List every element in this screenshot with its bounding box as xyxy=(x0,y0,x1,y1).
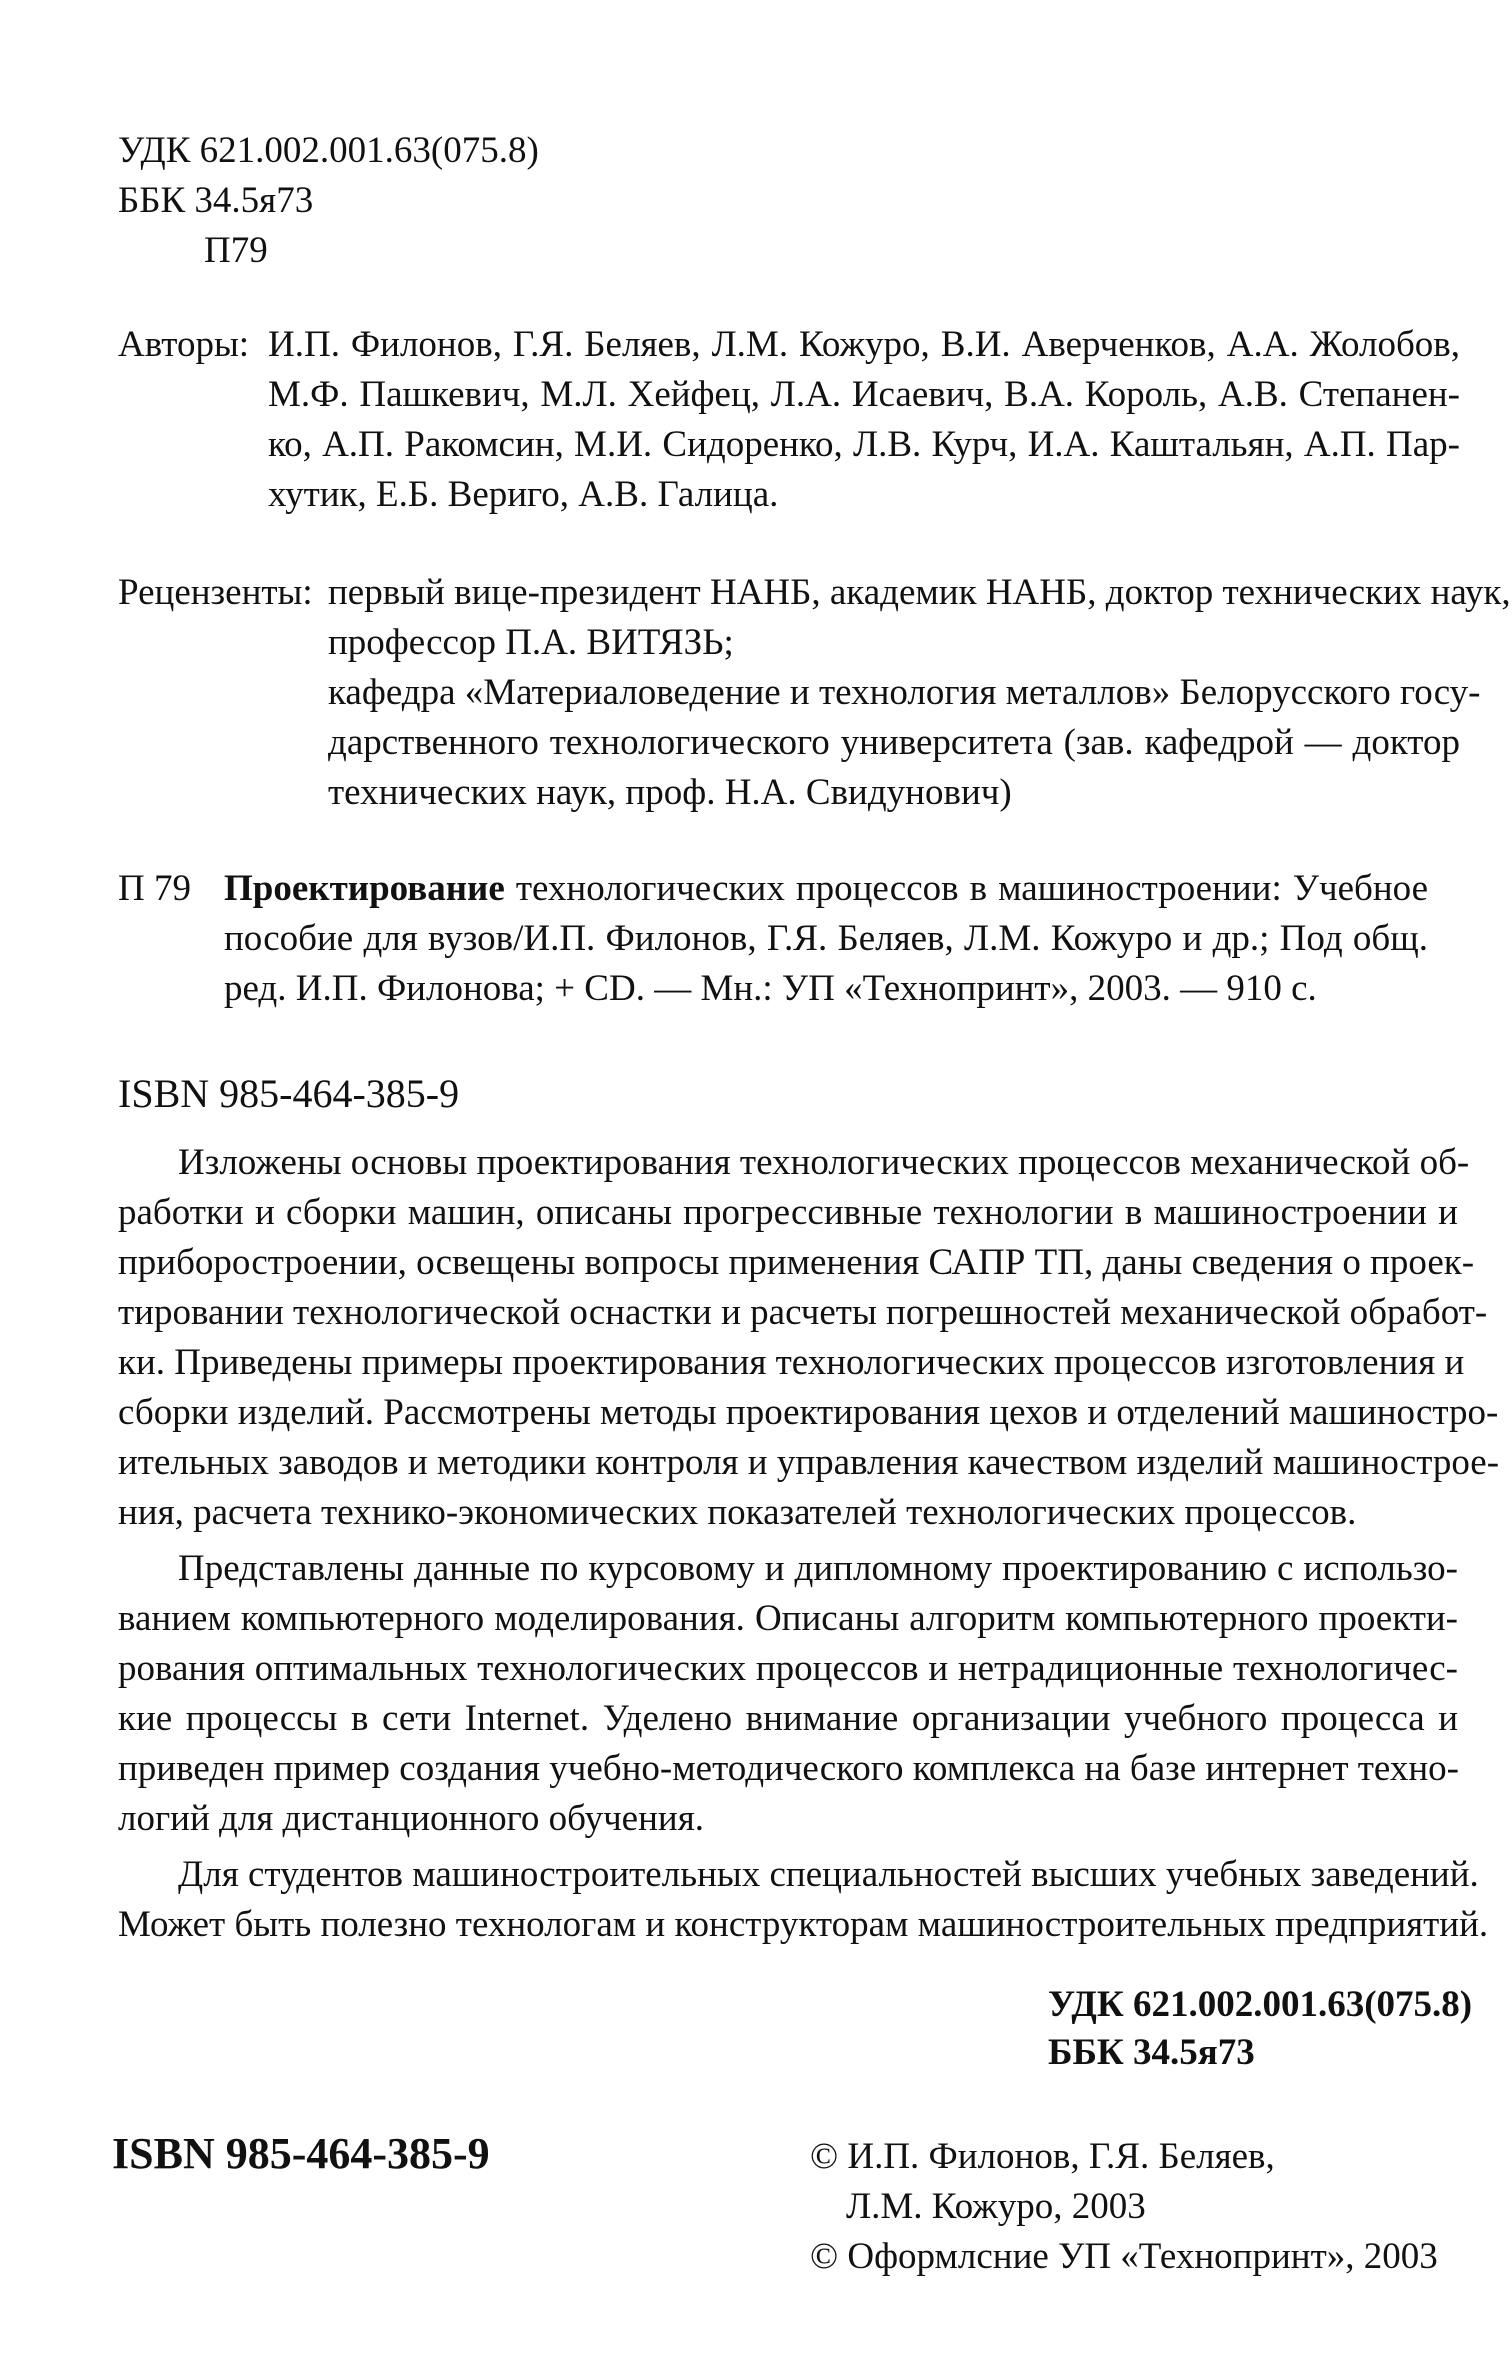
copyright-authors: © И.П. Филонов, Г.Я. Беляев, xyxy=(810,2136,1275,2177)
bibliographic-text: технологических процессов в машиностроении: Учебное xyxy=(515,868,1429,909)
reviewers-label: Рецензенты: xyxy=(118,572,313,613)
authors-label: Авторы: xyxy=(118,324,250,365)
copyright-design: © Оформлсние УП «Технопринт», 2003 xyxy=(810,2236,1438,2277)
annotation-line: кие процессы в сети Internet. Уделено внимание организации учебного процесса и xyxy=(118,1698,1458,1739)
reviewers-line: первый вице-президент НАНБ, академик НАНБ, доктор технических наук, xyxy=(328,572,1511,613)
book-title: Проектирование xyxy=(224,868,505,909)
annotation-line: ки. Приведены примеры проектирования технологических процессов изготовления и xyxy=(118,1342,1465,1383)
annotation-line: Может быть полезно технологам и конструкторам машиностроительных предприятий. xyxy=(118,1904,1489,1945)
authors-line: М.Ф. Пашкевич, М.Л. Хейфец, Л.А. Исаевич, В.А. Король, А.В. Степанен- xyxy=(268,374,1460,415)
annotation-line: приборостроении, освещены вопросы применения САПР ТП, даны сведения о проек- xyxy=(118,1242,1475,1283)
authors-line: хутик, Е.Б. Вериго, А.В. Галица. xyxy=(268,474,779,515)
isbn: ISBN 985-464-385-9 xyxy=(118,1071,460,1116)
author-mark: П79 xyxy=(204,230,268,271)
authors-line: ко, А.П. Ракомсин, М.И. Сидоренко, Л.В. Курч, И.А. Каштальян, А.П. Пар- xyxy=(268,424,1460,465)
bibliographic-line: ред. И.П. Филонова; + CD. — Мн.: УП «Технопринт», 2003. — 910 с. xyxy=(224,968,1317,1009)
copyright-authors-cont: Л.М. Кожуро, 2003 xyxy=(846,2186,1146,2227)
annotation-line: ительных заводов и методики контроля и управления качеством изделий машинострое- xyxy=(118,1442,1500,1483)
annotation-line: ния, расчета технико-экономических показателей технологических процессов. xyxy=(118,1492,1357,1533)
reviewers-line: технических наук, проф. Н.А. Свидунович) xyxy=(328,772,1012,813)
annotation-line: приведен пример создания учебно-методического комплекса на базе интернет техно- xyxy=(118,1748,1459,1789)
bbk-code-bottom: ББК 34.5я73 xyxy=(1048,2032,1255,2073)
annotation-line: рования оптимальных технологических процессов и нетрадиционные технологичес- xyxy=(118,1648,1458,1689)
annotation-line: тировании технологической оснастки и расчеты погрешностей механической обработ- xyxy=(118,1292,1488,1333)
annotation-line: логий для дистанционного обучения. xyxy=(118,1798,704,1839)
udk-code-bottom: УДК 621.002.001.63(075.8) xyxy=(1048,1984,1473,2025)
udk-code: УДК 621.002.001.63(075.8) xyxy=(118,130,539,171)
annotation-line: сборки изделий. Рассмотрены методы проектирования цехов и отделений машиностро- xyxy=(118,1392,1499,1433)
reviewers-line: профессор П.А. ВИТЯЗЬ; xyxy=(328,622,734,663)
isbn-bottom: ISBN 985-464-385-9 xyxy=(112,2129,490,2178)
reviewers-line: дарственного технологического университета (зав. кафедрой — доктор xyxy=(328,722,1460,763)
reviewers-line: кафедра «Материаловедение и технология металлов» Белорусского госу- xyxy=(328,672,1481,713)
bibliographic-line: пособие для вузов/И.П. Филонов, Г.Я. Беляев, Л.М. Кожуро и др.; Под общ. xyxy=(224,918,1428,959)
annotation-line: Представлены данные по курсовому и дипломному проектированию с использо- xyxy=(178,1548,1458,1589)
annotation-line: Изложены основы проектирования технологических процессов механической об- xyxy=(178,1142,1470,1183)
bibliographic-code: П 79 xyxy=(118,868,191,909)
annotation-line: ванием компьютерного моделирования. Описаны алгоритм компьютерного проекти- xyxy=(118,1598,1458,1639)
bibliographic-line xyxy=(224,866,1428,912)
annotation-line: Для студентов машиностроительных специальностей высших учебных заведений. xyxy=(178,1854,1479,1895)
authors-line: И.П. Филонов, Г.Я. Беляев, Л.М. Кожуро, В.И. Аверченков, А.А. Жолобов, xyxy=(268,324,1460,365)
annotation-line: работки и сборки машин, описаны прогрессивные технологии в машиностроении и xyxy=(118,1192,1458,1233)
bbk-code: ББК 34.5я73 xyxy=(118,180,314,221)
